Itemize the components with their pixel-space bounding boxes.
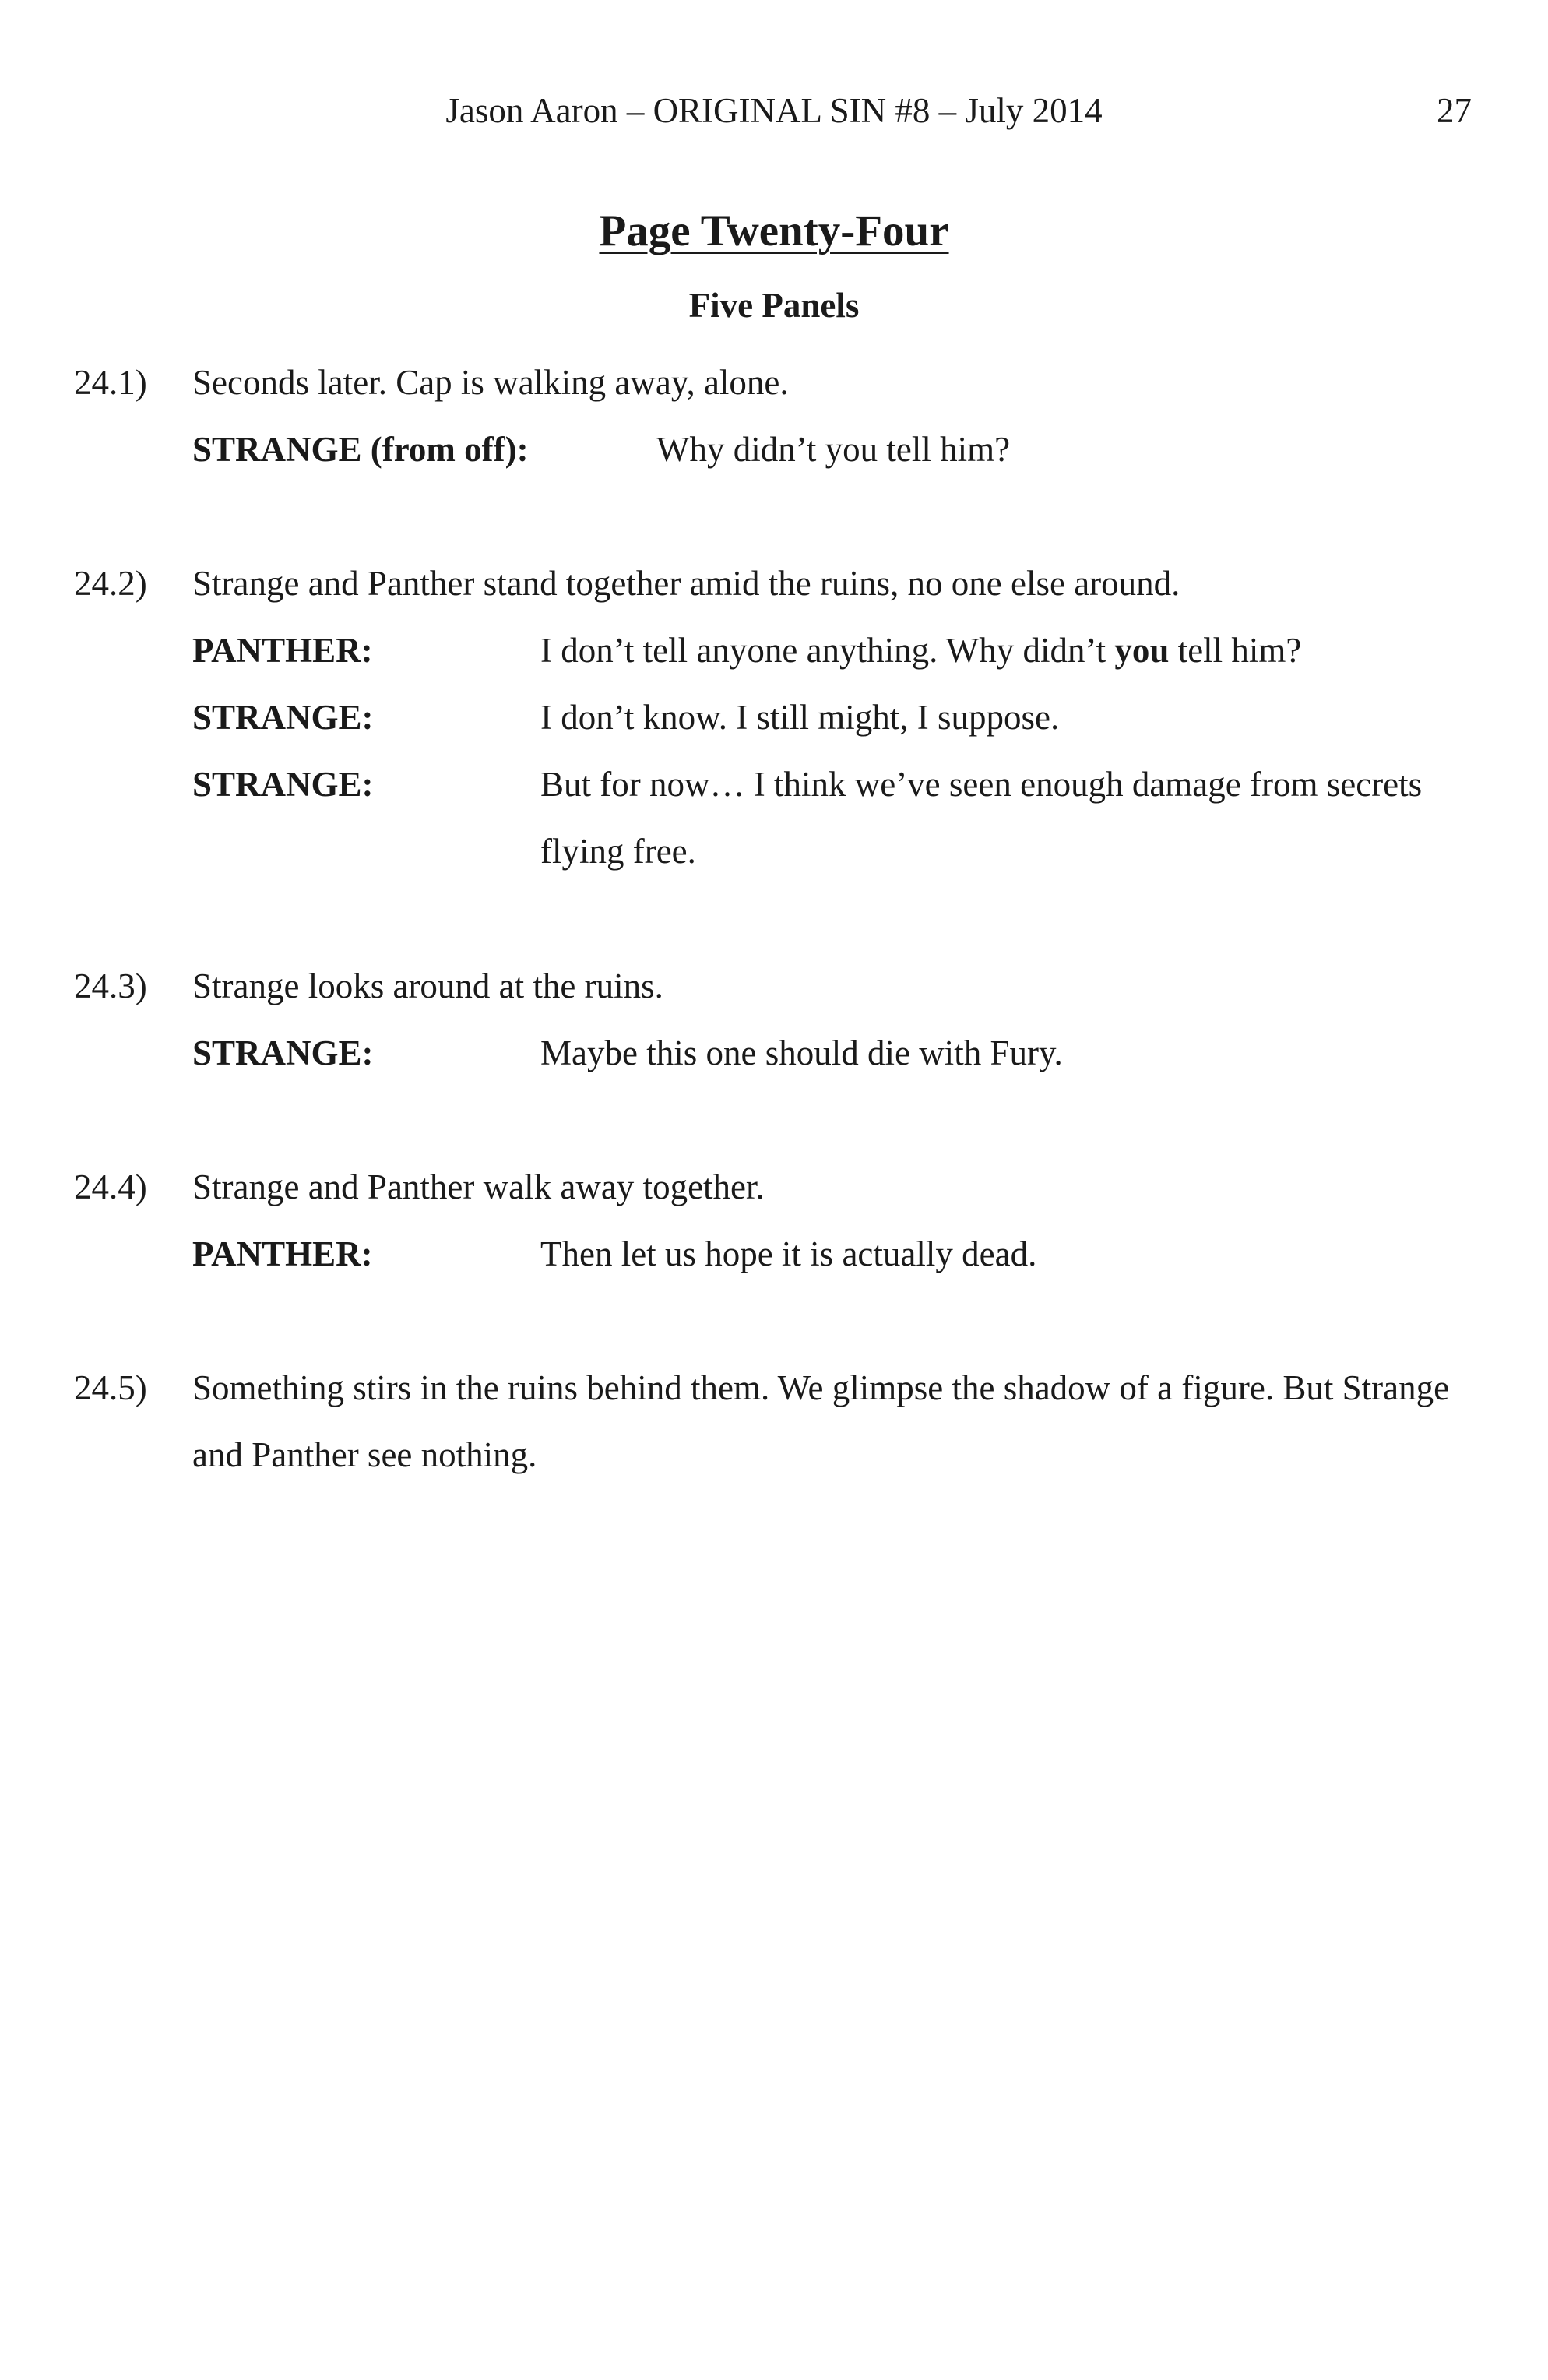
dialogue-text xyxy=(540,617,1477,684)
panel-description: Strange and Panther walk away together. xyxy=(192,1167,765,1206)
page-title: Page Twenty-Four xyxy=(599,206,949,255)
header-title: Jason Aaron – ORIGINAL SIN #8 – July 2014 xyxy=(445,91,1103,130)
panel-description: Something stirs in the ruins behind them. We glimpse the shadow of a figure. But Strange and Panther see nothing. xyxy=(192,1368,1450,1474)
panel-number: 24.4) xyxy=(74,1167,147,1206)
panel-description: Strange looks around at the ruins. xyxy=(192,966,663,1005)
dialogue-text: Why didn’t you tell him? xyxy=(656,430,1011,469)
dialogue-text: Then let us hope it is actually dead. xyxy=(540,1234,1037,1273)
dialogue-text: I don’t know. I still might, I suppose. xyxy=(540,698,1060,737)
dialogue-text: But for now… I think we’ve seen enough damage from secrets flying free. xyxy=(540,765,1423,871)
speaker-name: STRANGE (from off): xyxy=(192,430,529,469)
panel-number: 24.5) xyxy=(74,1368,147,1407)
speaker-name: STRANGE: xyxy=(192,1033,374,1072)
speaker-name: STRANGE: xyxy=(192,765,374,804)
panel-number: 24.3) xyxy=(74,966,147,1005)
dialogue-text-part: I don’t tell anyone anything. Why didn’t xyxy=(540,631,1115,670)
speaker-name: PANTHER: xyxy=(192,631,373,670)
panel-number: 24.2) xyxy=(74,564,147,603)
speaker-name: STRANGE: xyxy=(192,698,374,737)
panel-number: 24.1) xyxy=(74,363,147,402)
panel-description: Seconds later. Cap is walking away, alone. xyxy=(192,363,789,402)
dialogue-emphasis: you xyxy=(1114,631,1170,670)
panel-count: Five Panels xyxy=(688,286,860,325)
header-page-number: 27 xyxy=(1437,91,1472,130)
speaker-name: PANTHER: xyxy=(192,1234,373,1273)
dialogue-text: Maybe this one should die with Fury. xyxy=(540,1033,1063,1072)
panel-description: Strange and Panther stand together amid the ruins, no one else around. xyxy=(192,564,1180,603)
dialogue-text-part: tell him? xyxy=(1169,631,1302,670)
